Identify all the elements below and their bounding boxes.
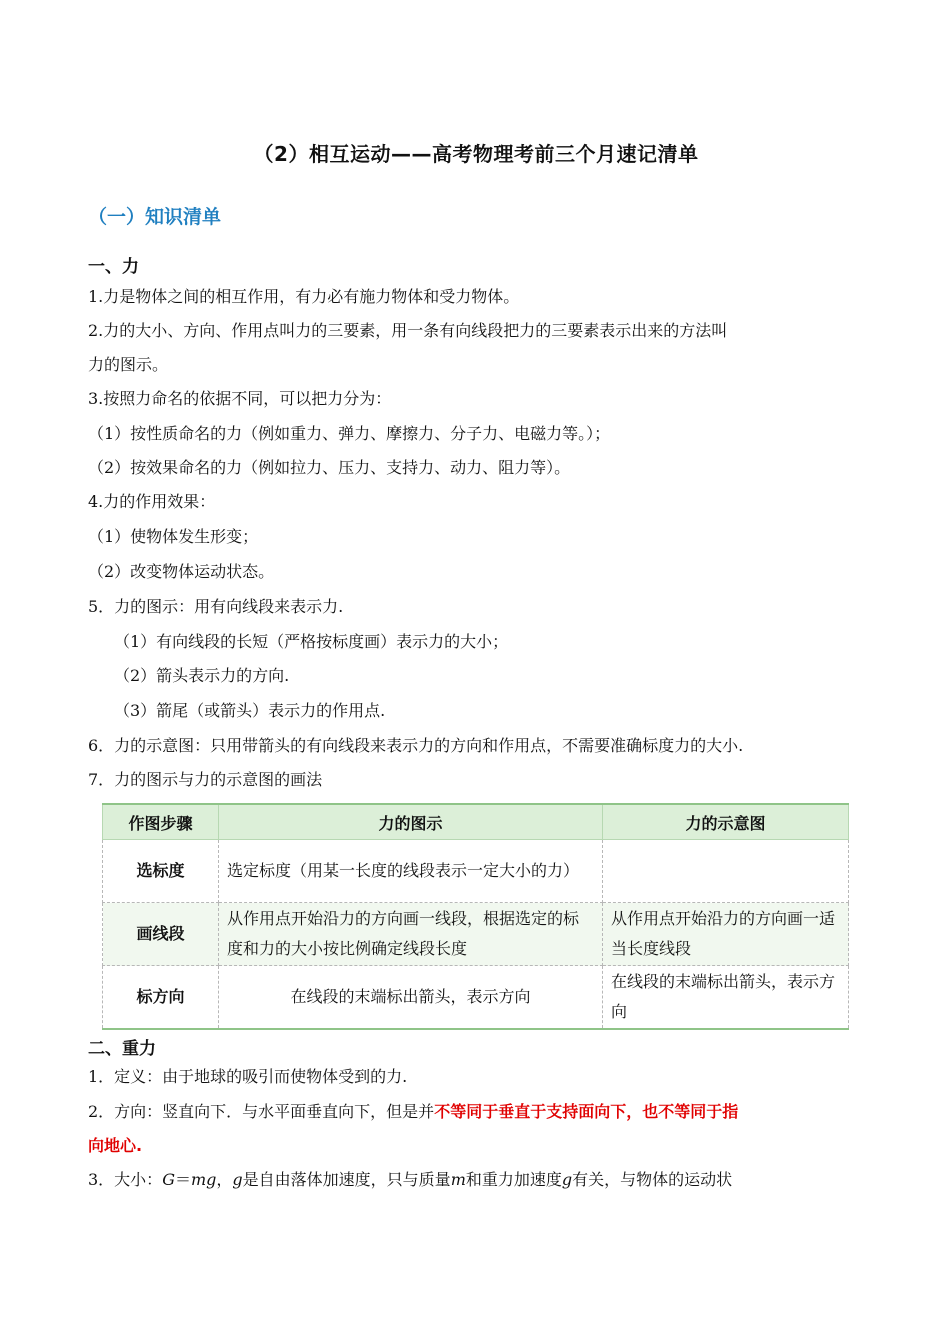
text-line: （2）改变物体运动状态。 <box>88 562 275 581</box>
text-line <box>88 1101 738 1123</box>
table-cell <box>603 840 849 903</box>
text-plain: 2．方向：竖直向下．与水平面垂直向下，但是并 <box>88 1102 435 1121</box>
formula-symbol: m <box>450 1170 466 1189</box>
formula-symbol: g <box>232 1170 243 1189</box>
text-line: （1）按性质命名的力（例如重力、弹力、摩擦力、分子力、电磁力等。）； <box>88 424 611 443</box>
formula-symbol: g <box>561 1170 573 1189</box>
text-plain: ， <box>216 1170 233 1189</box>
text-line: 1．定义：由于地球的吸引而使物体受到的力. <box>88 1067 408 1086</box>
text-line: 力的图示。 <box>88 355 169 374</box>
text-line: （3）箭尾（或箭头）表示力的作用点. <box>114 701 386 720</box>
formula-symbol: G <box>162 1170 175 1189</box>
table-cell: 在线段的末端标出箭头，表示方向 <box>603 966 849 1030</box>
formula-symbol: mg <box>190 1170 217 1189</box>
text-line <box>88 1135 142 1157</box>
table-cell: 在线段的末端标出箭头，表示方向 <box>219 966 603 1030</box>
text-line: 2.力的大小、方向、作用点叫力的三要素，用一条有向线段把力的三要素表示出来的方法叫 <box>88 321 728 340</box>
table-cell: 从作用点开始沿力的方向画一适当长度线段 <box>603 903 849 966</box>
table-cell: 选定标度（用某一长度的线段表示一定大小的力） <box>219 840 603 903</box>
section-title: （一）知识清单 <box>88 206 222 228</box>
document-title: （2）相互运动——高考物理考前三个月速记清单 <box>253 142 699 166</box>
heading-force: 一、力 <box>88 257 139 277</box>
table-cell: 从作用点开始沿力的方向画一线段，根据选定的标度和力的大小按比例确定线段长度 <box>219 903 603 966</box>
force-drawing-table <box>102 803 849 1030</box>
table-header: 作图步骤 <box>103 804 219 840</box>
table-header: 力的图示 <box>219 804 603 840</box>
table-header-row <box>103 804 849 840</box>
text-plain: ＝ <box>174 1170 191 1189</box>
text-line: 3.按照力命名的依据不同，可以把力分为： <box>88 389 392 408</box>
table-cell: 标方向 <box>103 966 219 1030</box>
heading-gravity: 二、重力 <box>88 1039 156 1059</box>
text-line: 6．力的示意图：只用带箭头的有向线段来表示力的方向和作用点，不需要准确标度力的大小. <box>88 736 744 755</box>
text-line: 1.力是物体之间的相互作用，有力必有施力物体和受力物体。 <box>88 287 520 306</box>
text-plain: 3．大小： <box>88 1170 163 1189</box>
table-cell: 画线段 <box>103 903 219 966</box>
table-row <box>103 903 849 966</box>
text-line: 5．力的图示：用有向线段来表示力. <box>88 597 344 616</box>
text-line: 4.力的作用效果： <box>88 492 216 511</box>
text-line: 7．力的图示与力的示意图的画法 <box>88 770 323 789</box>
text-line: （1）有向线段的长短（严格按标度画）表示力的大小； <box>114 632 509 651</box>
text-line: （1）使物体发生形变； <box>88 527 259 546</box>
table-row <box>103 966 849 1030</box>
text-line: （2）箭头表示力的方向. <box>114 666 290 685</box>
text-plain: 有关，与物体的运动状 <box>572 1170 733 1189</box>
table-row <box>103 840 849 903</box>
text-plain: 和重力加速度 <box>465 1170 562 1189</box>
table-cell: 选标度 <box>103 840 219 903</box>
text-line: （2）按效果命名的力（例如拉力、压力、支持力、动力、阻力等）。 <box>88 458 571 477</box>
table-header: 力的示意图 <box>603 804 849 840</box>
highlight-text: 向地心. <box>88 1136 143 1155</box>
highlight-text: 不等同于垂直于支持面向下，也不等同于指 <box>434 1102 739 1121</box>
text-plain: 是自由落体加速度，只与质量 <box>242 1170 451 1189</box>
text-line <box>88 1169 732 1191</box>
